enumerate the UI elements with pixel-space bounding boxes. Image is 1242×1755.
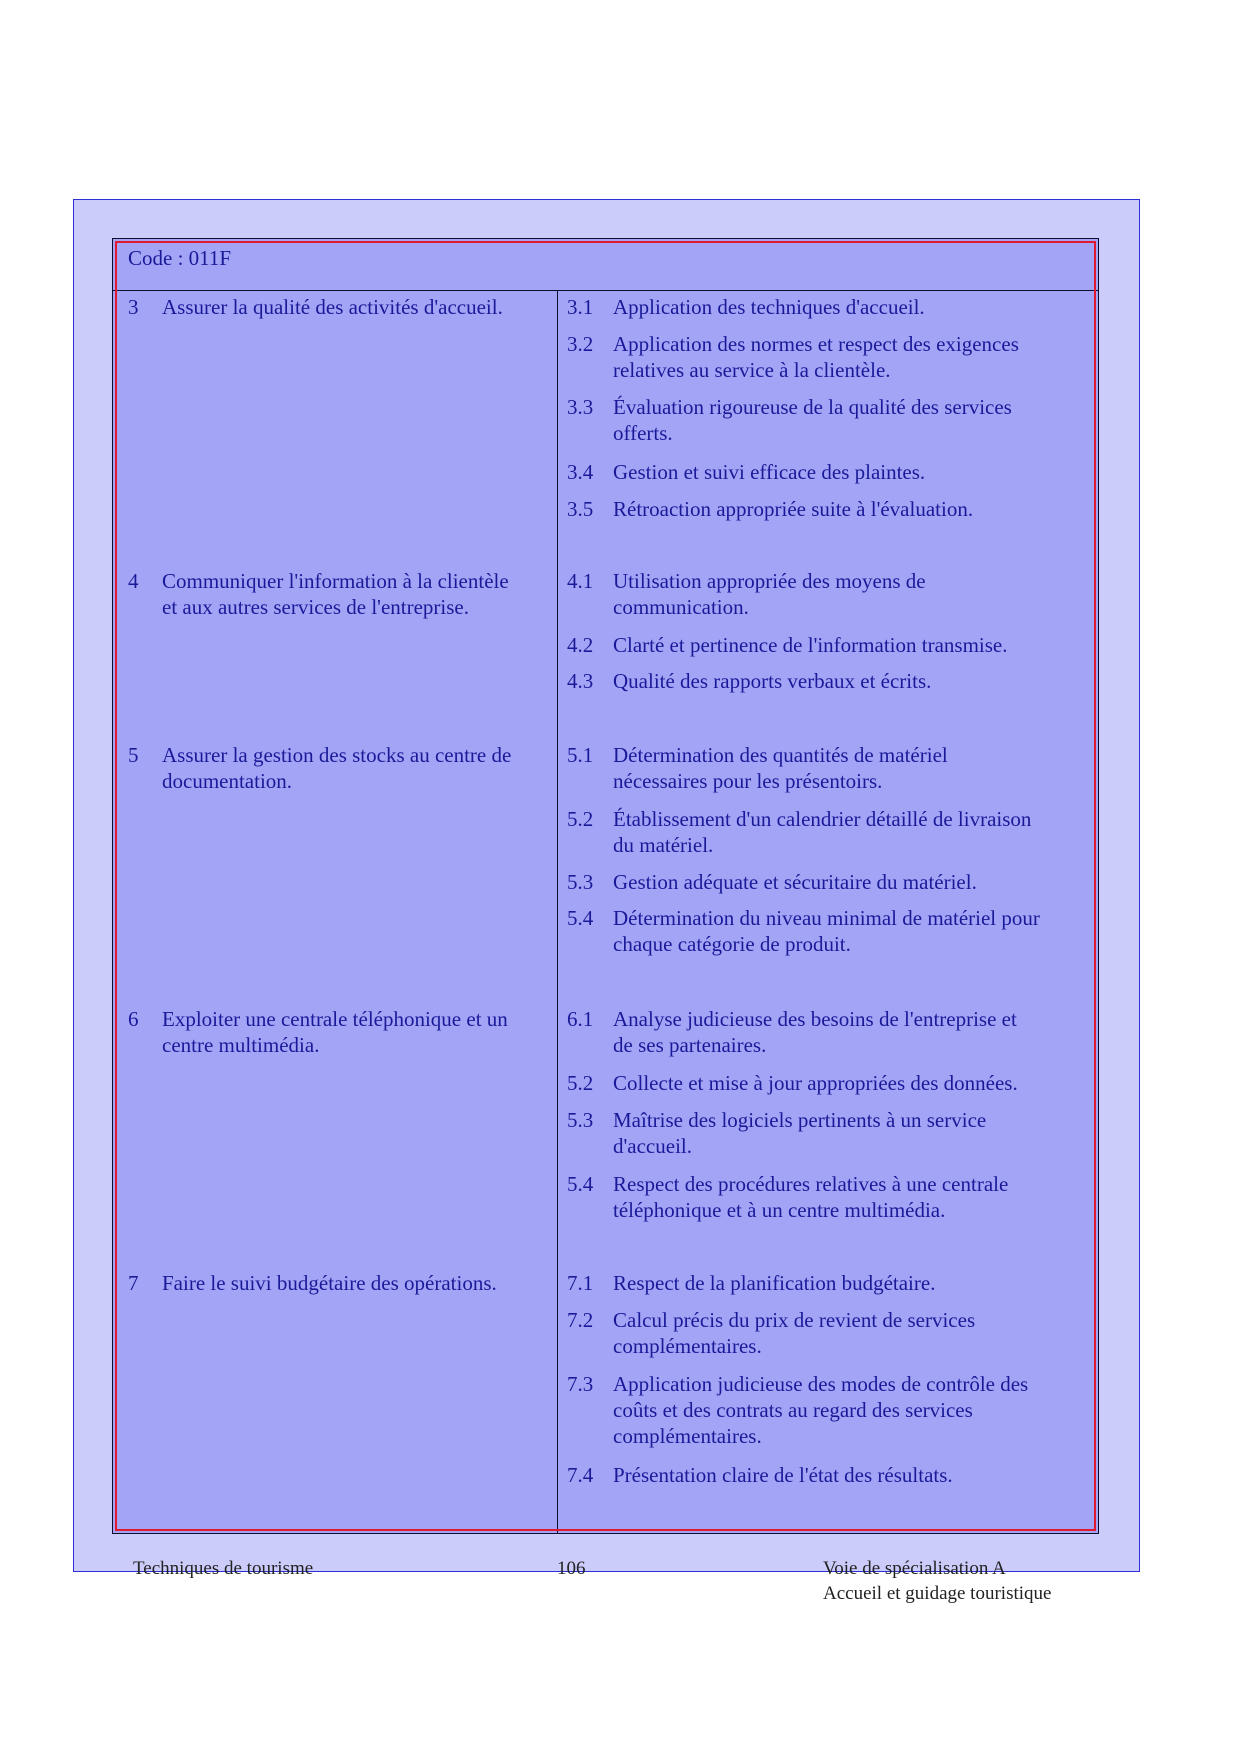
criterion-number: 3.2 (567, 332, 594, 356)
competency-title-line: Faire le suivi budgétaire des opérations. (162, 1271, 497, 1295)
criterion-text-line: Détermination des quantités de matériel (613, 743, 948, 767)
criterion-text-line: Établissement d'un calendrier détaillé de livraison (613, 807, 1032, 831)
competency-title-line: documentation. (162, 769, 293, 793)
criterion-text-line: coûts et des contrats au regard des services (613, 1398, 973, 1422)
criterion-number: 3.4 (567, 460, 594, 484)
criterion-text-line: d'accueil. (613, 1134, 692, 1158)
criterion-text-line: nécessaires pour les présentoirs. (613, 769, 883, 793)
criterion-text-line: chaque catégorie de produit. (613, 932, 851, 956)
competency-number: 3 (128, 295, 139, 319)
competency-title-line: Assurer la gestion des stocks au centre de (162, 743, 512, 767)
competency-title-line: Exploiter une centrale téléphonique et un (162, 1007, 508, 1031)
criterion-text-line: complémentaires. (613, 1334, 762, 1358)
footer-program: Techniques de tourisme (133, 1558, 314, 1579)
competency-number: 4 (128, 569, 139, 593)
criterion-number: 5.4 (567, 906, 594, 930)
code-label: Code : 011F (128, 246, 232, 270)
criterion-number: 4.3 (567, 669, 594, 693)
criterion-number: 6.1 (567, 1007, 594, 1031)
criterion-text-line: complémentaires. (613, 1424, 762, 1448)
criterion-number: 4.1 (567, 569, 594, 593)
criterion-text-line: Respect des procédures relatives à une centrale (613, 1172, 1009, 1196)
criterion-number: 3.1 (567, 295, 594, 319)
footer-specialization-subtitle: Accueil et guidage touristique (823, 1583, 1052, 1604)
criterion-number: 5.1 (567, 743, 594, 767)
footer-page-number: 106 (557, 1558, 586, 1579)
criterion-text-line: Évaluation rigoureuse de la qualité des services (613, 395, 1012, 419)
criterion-number: 3.5 (567, 497, 594, 521)
criterion-text-line: Respect de la planification budgétaire. (613, 1271, 936, 1295)
header-divider (113, 290, 1098, 291)
criterion-text-line: Calcul précis du prix de revient de services (613, 1308, 976, 1332)
criterion-text-line: Gestion adéquate et sécuritaire du matériel. (613, 870, 977, 894)
competency-title-line: Assurer la qualité des activités d'accueil. (162, 295, 503, 319)
criterion-text-line: Analyse judicieuse des besoins de l'entreprise et (613, 1007, 1017, 1031)
criterion-text-line: Rétroaction appropriée suite à l'évaluation. (613, 497, 974, 521)
criterion-text-line: Qualité des rapports verbaux et écrits. (613, 669, 932, 693)
criterion-text-line: du matériel. (613, 833, 714, 857)
criterion-text-line: Présentation claire de l'état des résultats. (613, 1463, 953, 1487)
criterion-text-line: Gestion et suivi efficace des plaintes. (613, 460, 926, 484)
criterion-text-line: Maîtrise des logiciels pertinents à un service (613, 1108, 987, 1132)
criterion-text-line: Application judicieuse des modes de contrôle des (613, 1372, 1029, 1396)
criterion-number: 7.4 (567, 1463, 594, 1487)
column-divider (557, 291, 558, 1534)
criterion-text-line: Application des normes et respect des exigences (613, 332, 1019, 356)
criterion-number: 5.2 (567, 1071, 594, 1095)
criterion-number: 7.3 (567, 1372, 594, 1396)
criterion-text-line: offerts. (613, 421, 673, 445)
competency-title-line: Communiquer l'information à la clientèle (162, 569, 509, 593)
criterion-text-line: Collecte et mise à jour appropriées des données. (613, 1071, 1018, 1095)
criterion-text-line: téléphonique et à un centre multimédia. (613, 1198, 946, 1222)
criterion-text-line: relatives au service à la clientèle. (613, 358, 891, 382)
competency-title-line: et aux autres services de l'entreprise. (162, 595, 469, 619)
criterion-number: 3.3 (567, 395, 594, 419)
competency-number: 6 (128, 1007, 139, 1031)
criterion-number: 5.3 (567, 1108, 594, 1132)
competency-number: 5 (128, 743, 139, 767)
criterion-text-line: de ses partenaires. (613, 1033, 767, 1057)
criterion-text-line: communication. (613, 595, 749, 619)
criterion-number: 5.2 (567, 807, 594, 831)
criterion-number: 5.4 (567, 1172, 594, 1196)
criterion-number: 7.1 (567, 1271, 594, 1295)
criterion-text-line: Application des techniques d'accueil. (613, 295, 925, 319)
footer-specialization: Voie de spécialisation A (823, 1558, 1006, 1579)
criterion-number: 4.2 (567, 633, 594, 657)
competency-title-line: centre multimédia. (162, 1033, 320, 1057)
criterion-text-line: Clarté et pertinence de l'information transmise. (613, 633, 1008, 657)
criterion-text-line: Détermination du niveau minimal de matériel pour (613, 906, 1040, 930)
criterion-number: 7.2 (567, 1308, 594, 1332)
competency-number: 7 (128, 1271, 139, 1295)
criterion-text-line: Utilisation appropriée des moyens de (613, 569, 926, 593)
criterion-number: 5.3 (567, 870, 594, 894)
